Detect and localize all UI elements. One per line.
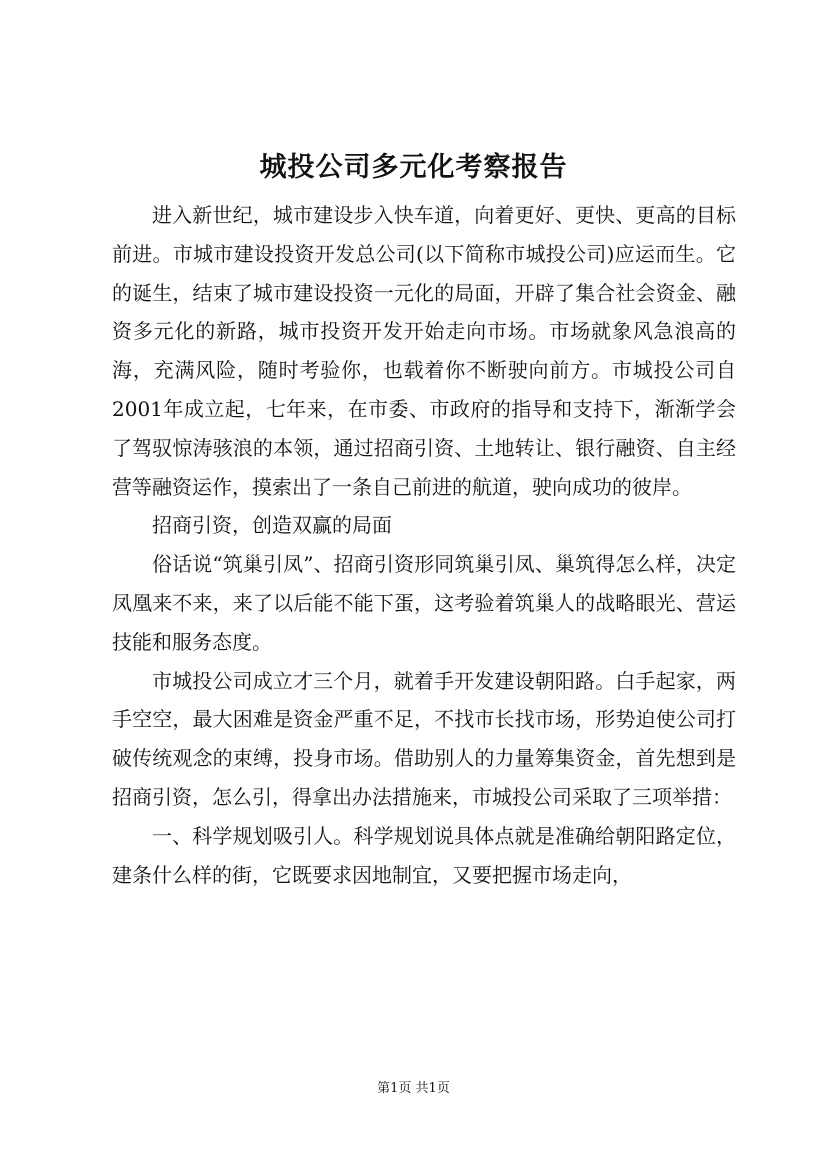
document-body <box>112 196 736 894</box>
page-footer: 第1页 共1页 <box>377 1081 450 1096</box>
paragraph-proverb: 俗话说“筑巢引凤”、招商引资形同筑巢引凤、巢筑得怎么样，决定凤凰来不来，来了以后能不能下蛋，这考验着筑巢人的战略眼光、营运技能和服务态度。 <box>112 552 736 654</box>
paragraph-intro: 进入新世纪，城市建设步入快车道，向着更好、更快、更高的目标前进。市城市建设投资开发总公司(以下简称市城投公司)应运而生。它的诞生，结束了城市建设投资一元化的局面，开辟了集合社会资金、融资多元化的新路，城市投资开发开始走向市场。市场就象风急浪高的海，充满风险，随时考验你，也载着你不断驶向前方。市城投公司自2001年成立起，七年来，在市委、市政府的指导和支持下，渐渐学会了驾驭惊涛骇浪的本领，通过招商引资、土地转让、银行融资、自主经营等融资运作，摸索出了一条自己前进的航道，驶向成功的彼岸。 <box>112 203 736 499</box>
section-heading-investment: 招商引资，创造双赢的局面 <box>152 513 392 538</box>
paragraph-measure-one: 一、科学规划吸引人。科学规划说具体点就是准确给朝阳路定位，建条什么样的街，它既要求因地制宜，又要把握市场走向， <box>112 823 736 887</box>
document-title: 城投公司多元化考察报告 <box>259 152 568 183</box>
paragraph-chaoyang-road: 市城投公司成立才三个月，就着手开发建设朝阳路。白手起家，两手空空，最大困难是资金严重不足，不找市长找市场，形势迫使公司打破传统观念的束缚，投身市场。借助别人的力量筹集资金，首先想到是招商引资，怎么引，得拿出办法措施来，市城投公司采取了三项举措： <box>112 668 736 809</box>
